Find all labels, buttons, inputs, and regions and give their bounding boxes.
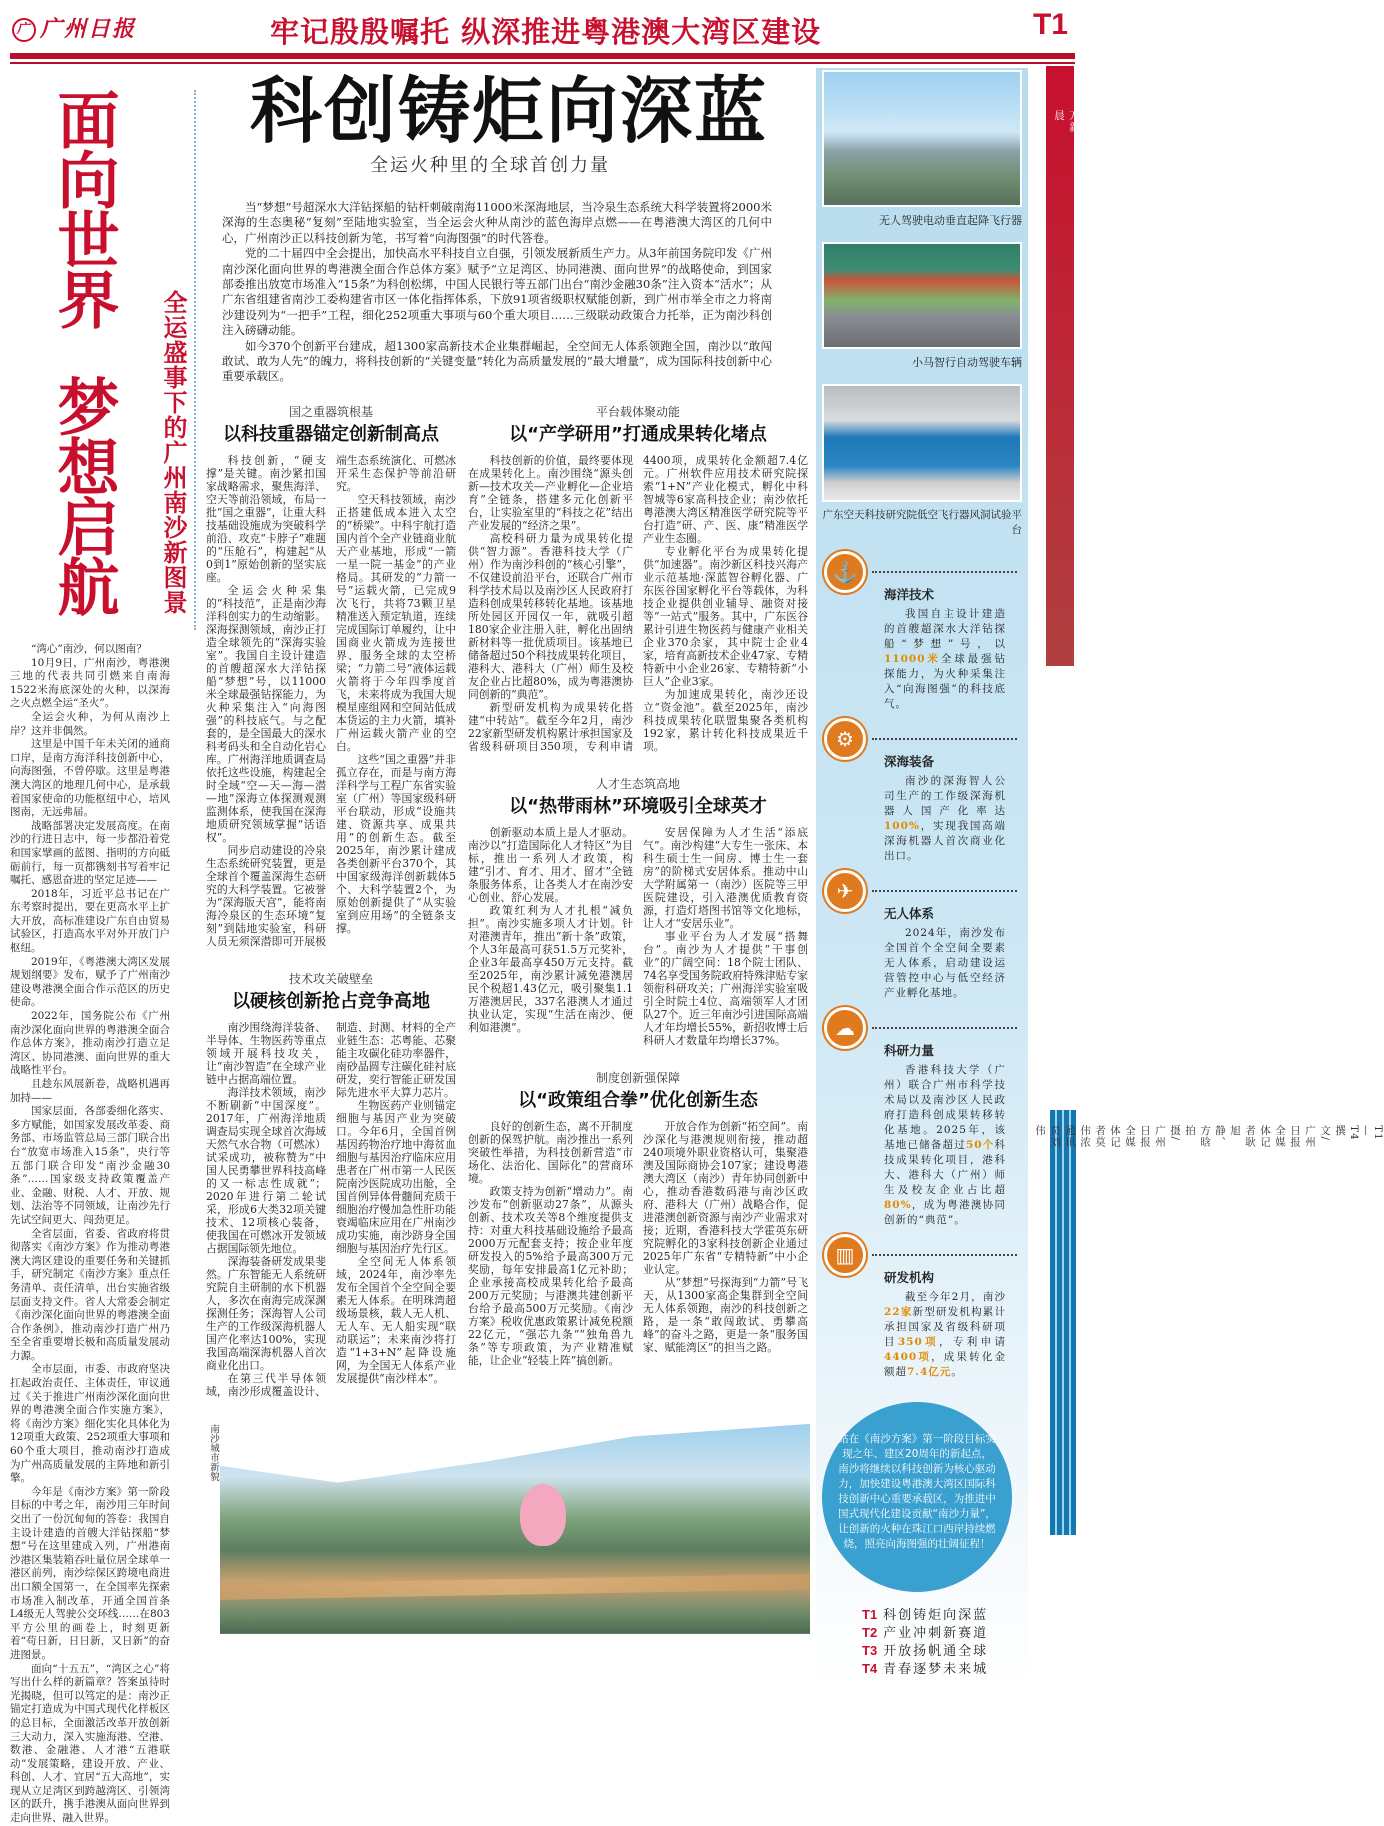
photo-caption: 小马智行自动驾驶车辆: [912, 356, 1022, 369]
info-text: 南沙的深海智人公司生产的工作级深海机器人国产化率达100%，实现我国高端深海机器人首次商业化出口。: [884, 775, 1006, 862]
paragraph: 面向“十五五”，“湾区之心”将写出什么样的新篇章？答案虽待时光揭晓，但可以笃定的是：南沙正锚定打造成为中国式现代化样板区的总目标，全面激活改革开放创新三大动力，深入实施海港、空港、数港、金融港、人才港“五港联动”发展策略，建设开放、产业、科创、人才、宜居“五大高地”，实现从立足湾区到跨越湾区、引领湾区的跃升，携手港澳从面向世界到走向世界、融入世界。: [10, 1662, 170, 1825]
paragraph: 新型研发机构为成果转化搭建“中转站”。截至今年2月，南沙22家新型研发机构累计承担国家及省级科研项目350项，专利申请4400项，成果转化金额超7.4亿元。广州软件应用技术研究院探索“1+N”产业化模式，孵化中科智城等6家高科技企业；南沙依托粤港澳大湾区精准医学研究院等平台打造“研、产、医、康”精准医学产业生态圈。: [468, 453, 808, 753]
paragraph: 在第三代半导体领域，南沙形成覆盖设计、制造、封测、材料的全产业链生态：芯粤能、芯聚能主攻碳化硅功率器件，南砂晶圆专注碳化硅衬底研发，奕行智能正研发国际先进水平大算力芯片。: [206, 1020, 456, 1398]
paragraph: 今年是《南沙方案》第一阶段目标的中考之年，南沙用三年时间交出了一份沉甸甸的答卷：我国自主设计建造的首艘大洋钻探船“梦想”号在这里建成入列，广州港南沙港区集装箱吞吐量位居全球单一港区前列，南沙综保区跨境电商进出口额全国第一，在全国率先探索市场准入制改革，开通全国首条L4级无人驾驶公交环线……在803平方公里的画卷上，时刻更新着“苟日新，日日新，又日新”的奋进图景。: [10, 1485, 170, 1661]
paragraph: 党的二十届四中全会提出，加快高水平科技自立自强，引领发展新质生产力。从3年前国务院印发《广州南沙深化面向世界的粤港澳全面合作总体方案》赋予“立足湾区、协同港澳、面向世界”的战略使命，到国家部委推出放宽市场准入“15条”为科创松绑，中国人民银行等五部门出台“南沙金融30条”注入资本“活水”；从广东省组建省南沙工委构建省市区一体化指挥体系，下放91项省级职权赋能创新，到广州市举全市之力将南沙建设列为“一把手”工程，细化252项重大事项与60个重大项目……三级联动政策合力托举，正为南沙科创注入磅礴动能。: [222, 246, 772, 338]
paragraph: 如今370个创新平台建成，超1300家高新技术企业集群崛起，全空间无人体系领跑全国，南沙以“敢闯敢试、敢为人先”的魄力，将科技创新的“关键变量”转化为高质量发展的“最大增量”，成为国际科技创新中心重要承载区。: [222, 338, 772, 384]
info-item: [822, 1234, 1022, 1386]
paragraph: 同步启动建设的冷泉生态系统研究装置，更是全球首个覆盖深海生态研究的大科学装置。它被誉为“深海版天宫”，能将南海冷泉区的生态环境“复刻”到陆地实验室，科研人员无须深潜即可开展极端生态系统演化、可燃冰开采生态保护等前沿研究。: [206, 453, 456, 948]
paragraph: 南沙围绕海洋装备、半导体、生物医药等重点领域开展科技攻关，让“南沙智造”在全球产业链中占据高端位置。: [206, 1020, 326, 1086]
date-strip: [1046, 66, 1074, 666]
cloud-icon: ☁: [824, 1007, 866, 1049]
article-kicker: 人才生态筑高地: [595, 776, 680, 791]
paragraph: 深海装备研发成果斐然。广东智能无人系统研究院自主研制的水下机器人，多次在南海完成深渊探测任务；深海智人公司生产的工作级深海机器人国产化率达100%，实现我国高端深海机器人首次商业化出口。: [206, 1254, 326, 1372]
article-columns: [206, 403, 812, 1420]
article-body: [468, 1120, 808, 1367]
paragraph: 10月9日，广州南沙，粤港澳三地的代表共同引燃来自南海1522米海底深处的火种，以深海之火点燃全运“圣火”。: [10, 656, 170, 710]
paragraph: 且趁东风展新卷，战略机遇再加持——: [10, 1078, 170, 1104]
dotted-divider: [872, 738, 1017, 740]
paragraph: 2018年，习近平总书记在广东考察时提出，要在更高水平上扩大开放，高标准建设广东自由贸易试验区，打造高水平对外开放门户枢纽。: [10, 887, 170, 955]
article-kicker: 国之重器筑根基: [288, 404, 373, 419]
info-text: 我国自主设计建造的首艘超深水大洋钻探船“梦想”号，以11000米全球最强钻探能力，为火种采集注入“向海图强”的科技底气。: [884, 608, 1007, 710]
paragraph: 这些“国之重器”并非孤立存在，而是与南方海洋科学与工程广东省实验室（广州）等国家级科研平台联动，形成“设施共建、资源共享、成果共用”的创新生态。截至2025年，南沙累计建成各类创新平台370个，其中国家级海洋创新载体5个、大科学装置2个，为原始创新提供了“从实验室到应用场”的全链条支撑。: [336, 752, 456, 935]
paragraph: 全市层面，市委、市政府坚决扛起政治责任、主体责任，审议通过《关于推进广州南沙深化面向世界的粤港澳全面合作实施方案》，将《南沙方案》细化实化具体化为12项重大政策、252项重大事项和60个重大项目，推动南沙打造成为广州高质量发展的主阵地和新引擎。: [10, 1363, 170, 1485]
credits-line: T1—T4撰文/广州日报全媒体记者耿旭静、方晗 拍摄/广州日报全媒体记者莫伟浓 通讯员刘伟: [1034, 1125, 1384, 1148]
paragraph: 2022年，国务院公布《广州南沙深化面向世界的粤港澳全面合作总体方案》，推动南沙打造立足湾区、协同港澳、面向世界的重大战略性平台。: [10, 1010, 170, 1077]
article-kicker: 制度创新强保障: [595, 1070, 680, 1085]
dotted-divider: [872, 571, 1017, 573]
paragraph: 专业孵化平台为成果转化提供“加速器”。南沙新区科技兴海产业示范基地·深蓝智谷孵化器、广东医谷国家孵化平台等载体，为科技企业提供创业辅导、融资对接等“一站式”服务。其中，广东医谷累计引进生物医药与健康产业相关企业370余家，其中院士企业4家，培育高新技术企业47家、专精特新中小企业26家、专精特新“小巨人”企业3家。: [643, 544, 808, 688]
photo-nansha-cityscape: [220, 1424, 810, 1634]
mascot-figure: [520, 1484, 566, 1546]
info-title: 无人体系: [884, 906, 935, 921]
photo-caption: 无人驾驶电动垂直起降飞行器: [879, 214, 1022, 227]
newspaper-logo: 广 广州日报: [12, 12, 136, 43]
article-column-left: [206, 403, 456, 1420]
article-4: [206, 970, 456, 1398]
paragraph: 这里是中国千年未关闭的通商口岸，是南方海洋科技创新中心，向海图强，不曾停歇。这里是粤港澳大湾区的地理几何中心，是承载着国家使命的功能枢纽中心，培风图南，无远弗届。: [10, 738, 170, 819]
building-icon: ▥: [824, 1234, 866, 1276]
closing-bubble: 站在《南沙方案》第一阶段目标实现之年、建区20周年的新起点，南沙将继续以科技创新为核心驱动力，加快建设粤港澳大湾区国际科技创新中心重要承载区，为推进中国式现代化建设贡献“南沙力量”，让创新的火种在珠江口西岸持续燃烧，照亮向海图强的壮阔征程！: [822, 1402, 1012, 1592]
paragraph: 事业平台为人才发展“搭舞台”。南沙为人才提供“干事创业”的广阔空间：18个院士团队、74名享受国务院政府特殊津贴专家领衔科研攻关；广州海洋实验室吸引全时院士4位、高端领军人才团队27个。近三年南沙引进国际高端人才年均增长55%，新招收博士后科研人才数量年均增长37%。: [643, 929, 808, 1047]
paragraph: 安居保障为人才生活“添底气”。南沙构建“大专生一张床、本科生硕士生一间房、博士生一套房”的阶梯式安居体系。推动中山大学附属第一（南沙）医院等三甲医院建设，引入港澳优质教育资源，打造灯塔图书馆等文化地标，让人才“安居乐业”。: [643, 825, 808, 930]
date-editor-line: 2025年11月6日星期四 责任编辑：梁信薇 逯旭瑞 美术编辑：万新晨: [1053, 110, 1274, 141]
paragraph: 全运会火种采集的“科技范”，正是南沙海洋科创实力的生动缩影。深海探测领域，南沙正打造全球领先的“深海实验室”。我国自主设计建造的首艘超深水大洋钻探船“梦想”号，以11000米全球最强钻探能力，为火种采集注入“向海图强”的科技底气。与之配套的，是全国最大的深水科考码头和全自动化岩心库。广州海洋地质调查局依托这些设施，构建起全时全域“空—天—海—潜—地”深海立体探测观测监测体系，使我国在深海地质研究领域掌握“话语权”。: [206, 583, 326, 844]
river-shape: [220, 1574, 810, 1600]
paragraph: 全运会火种，为何从南沙上岸？这并非偶然。: [10, 710, 170, 737]
photo-caption: 广东空天科技研究院低空飞行器风洞试验平台: [822, 509, 1022, 536]
left-column: [10, 68, 200, 1826]
toc-item[interactable]: T1 科创铸炬向深蓝: [862, 1607, 989, 1623]
section-title: 牢记殷殷嘱托 纵深推进粤港澳大湾区建设: [270, 15, 822, 49]
bottom-photo-area: [206, 1424, 812, 1634]
header-rule: [10, 53, 1075, 59]
article-column-right: [468, 403, 808, 1420]
article-5: [468, 1069, 808, 1367]
main-subtitle: 全运火种里的全球首创力量: [370, 155, 610, 176]
article-1: [206, 403, 456, 948]
photo-wind-tunnel: [822, 384, 1022, 502]
paragraph: 生物医药产业则锚定细胞与基因产业为突破口。今年6月，全国首例基因药物治疗地中海贫血细胞与基因治疗临床应用患者在广州市第一人民医院南沙医院成功出舱，全国首例异体骨髓间充质干细胞治疗慢加急性肝功能衰竭临床应用在广州南沙成功实施，南沙跻身全国细胞与基因治疗先行区。: [336, 1098, 456, 1255]
vertical-subtitle: 全运盛事下的广州南沙新图景: [159, 290, 188, 615]
paragraph: 海洋技术领域，南沙不断刷新“中国深度”。2017年，广州海洋地质调查局实现全球首次海域天然气水合物（可燃冰）试采成功，被称赞为“中国人民勇攀世界科技高峰的又一标志性成就”；2020年进行第二轮试采，形成6大类32项关键技术、12项核心装备，使我国在可燃冰开发领域占据国际领先地位。: [206, 1085, 326, 1255]
photo-caption: 南沙城市新貌: [208, 1423, 219, 1481]
paragraph: 政策支持为创新“增动力”。南沙发布“创新驱动27条”，从源头创新、技术攻关等8个维度提供支持：对重大科技基础设施给予最高2000万元配套支持；按企业年度研发投入的5%给予最高300万元奖励，每年安排最高1亿元补助；企业承接高校成果转化给予最高200万元奖励；与港澳共建创新平台给予最高500万元奖励。《南沙方案》税收优惠政策累计减免税额22亿元，“强芯九条”“独角兽九条”等专项政策，为产业精准赋能，让企业“轻装上阵”搞创新。: [468, 1184, 633, 1367]
right-sidebar: [816, 68, 1028, 1688]
info-item: [822, 718, 1022, 870]
main-title: 科创铸炬向深蓝: [250, 68, 769, 153]
article-headline: 以“政策组合拳”优化创新生态: [518, 1089, 758, 1111]
paragraph: 当“梦想”号超深水大洋钻探船的钻杆刺破南海11000米深海地层，当冷泉生态系统大科学装置将2000米深海的生态奥秘“复刻”至陆地实验室，当全运会火种从南沙的蓝色海岸点燃——在粤港澳大湾区的几何中心，广州南沙正以科技创新为笔，书写着“向海图强”的时代答卷。: [222, 200, 772, 245]
article-headline: 以科技重器锚定创新制高点: [223, 423, 439, 445]
page-index: [862, 1606, 1022, 1678]
paragraph: 从“梦想”号探海到“力箭”号飞天，从1300家高企集群到全空间无人体系领跑，南沙的科技创新之路，是一条“敢闯敢试、勇攀高峰”的奋斗之路，更是一条“服务国家、赋能湾区”的担当之路。: [643, 1275, 808, 1354]
decorative-stripes: [1050, 1110, 1076, 1535]
info-text: 香港科技大学（广州）联合广州市科学技术局以及南沙区人民政府打造科创成果转移转化基地。2025年，该基地已储备超过50个科技成果转化项目，港科大、港科大（广州）师生及校友企业占比超80%，成为粤港澳协同创新的“典范”。: [884, 1064, 1006, 1226]
toc-item[interactable]: T2 产业冲刺新赛道: [862, 1625, 989, 1641]
left-article-body: [10, 643, 170, 1826]
article-3: [468, 775, 808, 1047]
paragraph: 科技创新的价值，最终要体现在成果转化上。南沙围绕“源头创新—技术攻关—产业孵化—企业培育”全链条，搭建多元化创新平台，让实验室里的“科技之花”结出产业发展的“经济之果”。: [468, 453, 633, 532]
paragraph: 空天科技领域，南沙正搭建低成本进入太空的“桥梁”。中科宇航打造国内首个全产业链商业航天产业基地，形成“一箭一星一院一基金”的产业格局。其研发的“力箭一号”运载火箭，已完成9次飞行，共将73颗卫星精准送入预定轨道，连续完成国际订单履约，让中国商业火箭成为连接世界、服务全球的太空桥梁；“力箭二号”液体运载火箭将于今年四季度首飞，未来将成为我国大规模星座组网和空间站低成本货运的主力火箭，填补广州运载火箭产业的空白。: [336, 492, 456, 753]
info-item: [822, 870, 1022, 1007]
paragraph: “湾心”南沙，何以图南？: [31, 643, 147, 655]
gears-icon: ⚙: [824, 718, 866, 760]
dotted-divider: [872, 890, 1017, 892]
ship-icon: ⚓: [824, 551, 866, 593]
paragraph: 国家层面，各部委细化落实、多方赋能，如国家发展改革委、商务部、市场监管总局三部门联合出台“放宽市场准入15条”，央行等五部门联合印发“南沙金融30条”……国家级支持政策覆盖产业、金融、财税、人才、开放、规划、法治等不同领域，让南沙先行先试空间更大、闯劲更足。: [10, 1105, 170, 1226]
vertical-title-1: 面向世界: [47, 88, 120, 328]
info-text: 截至今年2月，南沙22家新型研发机构累计承担国家及省级科研项目350项，专利申请4400项，成果转化金额超7.4亿元。: [884, 1291, 1007, 1378]
info-item: [822, 1007, 1022, 1234]
left-title-block: [10, 68, 200, 643]
photo-autonomous-car: [822, 242, 1022, 349]
toc-item[interactable]: T4 青春逐梦未来城: [862, 1661, 989, 1677]
info-title: 深海装备: [884, 754, 935, 769]
column-divider: [194, 90, 196, 630]
info-title: 海洋技术: [884, 587, 935, 602]
article-headline: 以硬核创新抢占竞争高地: [232, 990, 430, 1012]
article-body: [206, 454, 456, 948]
dotted-divider: [872, 1254, 1017, 1256]
page-number: T1: [1032, 8, 1068, 41]
article-kicker: 技术攻关破壁垒: [288, 971, 373, 986]
paragraph: 开放合作为创新“拓空间”。南沙深化与港澳规则衔接，推动超240项境外职业资格认可，集聚港澳及国际商协会107家；建设粤港澳大湾区（南沙）青年协同创新中心，推动香港数码港与南沙区政府、港科大（广州）战略合作，促进港澳创新资源与南沙产业需求对接；近期，香港科技大学霍英东研究院孵化的3家科技创新企业通过2025年广东省“专精特新”中小企业认定。: [643, 1119, 808, 1276]
paragraph: 高校科研力量为成果转化提供“智力源”。香港科技大学（广州）作为南沙科创的“核心引擎”，不仅建设前沿平台，还联合广州市科学技术局以及南沙区人民政府打造科创成果转移转化基地。该基地所处园区开园仅一年，就吸引超180家企业注册入驻，孵化出固纳新材料等一批优质项目。该基地已储备超过50个科技成果转化项目，港科大、港科大（广州）师生及校友企业占比超80%，成为粤港澳协同创新的“典范”。: [468, 531, 633, 701]
paragraph: 战略部署决定发展高度。在南沙的行进日志中，每一步都沿着党和国家擘画的蓝图、指明的方向砥砺前行，每一页都镌刻书写着牢记嘱托、感恩奋进的坚定足迹——: [10, 819, 170, 887]
paragraph: 全省层面，省委、省政府将贯彻落实《南沙方案》作为推动粤港澳大湾区建设的重要任务和关键抓手，研究制定《南沙方案》重点任务清单、责任清单，出台实施省级层面支持文件。省人大常委会制定《南沙深化面向世界的粤港澳全面合作条例》，推动南沙打造广州乃至全省重要增长极和高质量发展动力源。: [10, 1227, 170, 1362]
logo-icon: 广: [12, 18, 36, 42]
info-text: 2024年，南沙发布全国首个全空间全要素无人体系，启动建设运营管控中心与低空经济产业孵化基地。: [884, 927, 1006, 999]
paragraph: 科技创新，“硬支撑”是关键。南沙紧扣国家战略需求，聚焦海洋、空天等前沿领域，布局一批“国之重器”，让重大科技基础设施成为突破科学前沿、攻克“卡脖子”难题的“压舱石”，构建起“从0到1”原始创新的坚实底座。: [206, 453, 326, 584]
vertical-title-2: 梦想启航: [47, 375, 120, 615]
article-headline: 以“产学研用”打通成果转化堵点: [509, 423, 767, 445]
lead-paragraphs: [222, 200, 772, 385]
paragraph: 政策红利为人才扎根“减负担”。南沙实施多项人才计划。针对港澳青年，推出“新十条”政策，个人3年最高可获51.5万元奖补，企业3年最高享450万元支持。截至2025年，南沙累计减免港澳居民个税超1.43亿元，吸引聚集1.1万港澳居民，337名港澳人才通过执业认定，实现“生活在南沙、便利如港澳”。: [468, 903, 633, 1034]
info-title: 研发机构: [884, 1270, 935, 1285]
photo-evtol-aircraft: [822, 70, 1022, 207]
article-kicker: 平台载体聚动能: [595, 404, 680, 419]
info-title: 科研力量: [884, 1043, 935, 1058]
paragraph: 2019年，《粤港澳大湾区发展规划纲要》发布，赋予了广州南沙建设粤港澳全面合作示范区的历史使命。: [10, 955, 170, 1009]
dotted-divider: [872, 1027, 1017, 1029]
article-body: [206, 1021, 456, 1398]
article-body: [468, 826, 808, 1047]
airplane-icon: ✈: [824, 870, 866, 912]
toc-item[interactable]: T3 开放扬帆通全球: [862, 1643, 989, 1659]
info-item: [822, 551, 1022, 718]
paragraph: 全空间无人体系领域，2024年，南沙率先发布全国首个全空间全要素无人体系。在明珠湾超级场景核，载人无人机、无人车、无人船实现“联动联运”；未来南沙将打造“1+3+N”起降设施网，为全国无人体系产业发展提供“南沙样本”。: [336, 1254, 456, 1385]
page-body: [10, 68, 1030, 1826]
article-body: [468, 454, 808, 753]
paragraph: 创新驱动本质上是人才驱动。南沙以“打造国际化人才特区”为目标，推出一系列人才政策，构建“引才、育才、用才、留才”全链条服务体系，让各类人才在南沙安心创业、舒心发展。: [468, 825, 633, 904]
header-rule-thin: [10, 62, 1075, 64]
article-2: [468, 403, 808, 753]
paragraph: 为加速成果转化，南沙还设立“资金池”。截至2025年，南沙科技成果转化联盟集聚各类机构192家，累计转化科技成果近千项。: [643, 687, 808, 753]
paragraph: 良好的创新生态，离不开制度创新的保驾护航。南沙推出一系列突破性举措，为科技创新营造“市场化、法治化、国际化”的营商环境。: [468, 1119, 633, 1185]
center-column: [200, 68, 812, 1634]
article-headline: 以“热带雨林”环境吸引全球英才: [509, 795, 767, 817]
